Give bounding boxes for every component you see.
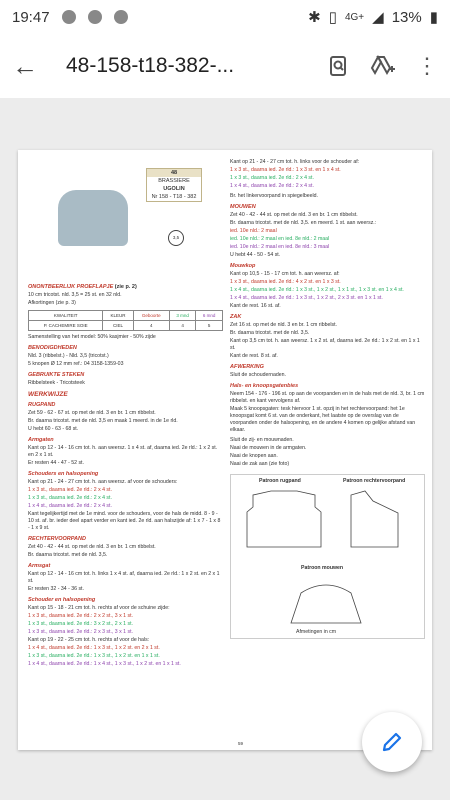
sweater-photo	[58, 190, 128, 246]
needle-size: 3,5	[168, 230, 184, 246]
back-pattern-shape	[239, 487, 329, 557]
composition-text: Samenstelling van het model: 50% kasjmier - 50% zijde	[28, 334, 156, 340]
notification-icon-2	[88, 10, 102, 24]
front-shoulder-title: Schouder en halsopening	[28, 597, 96, 603]
battery-icon: ▮	[429, 9, 438, 26]
fs-line-3: 1 x 3 st., daarna ied. 2e rld.: 2 x 3 st., 3 x 1 st.	[28, 629, 133, 635]
td-size-2: 4	[169, 321, 196, 331]
cap-line-1: 1 x 3 st., daarna ied. 2e rld.: 4 x 2 st. en 1 x 3 st.	[230, 279, 341, 285]
more-vert-icon[interactable]: ⋮	[416, 53, 438, 78]
shoulder-title: Schouders en halsopening	[28, 471, 99, 477]
pocket-text: Zet 16 st. op met de nld. 3 en br. 1 cm ribbelst.	[230, 322, 337, 328]
r-mirror: Br. het linkervoorpand in spiegelbeeld.	[230, 193, 318, 199]
right-column	[230, 158, 425, 639]
back-text-2: Br. daarna tricotst. met de nld. 3,5 en maak 1 meerd. in de 1e rld.	[28, 418, 178, 424]
shoulder-line-1: 1 x 3 st., daarna ied. 2e rld.: 2 x 4 st.	[28, 487, 112, 493]
pattern-info-box	[146, 168, 202, 202]
buttons-text: 5 knopen Ø 12 mm ref.: 04 3158-1359-03	[28, 361, 124, 367]
sleeves-text-2: Br. daarna tricotst. met de nld. 3,5. en meerd. 1 st. aan weersz.:	[230, 220, 377, 226]
pencil-icon	[381, 731, 403, 753]
back-height: U hebt 60 - 63 - 68 st.	[28, 426, 79, 432]
th-size-3: 6 mnd	[196, 311, 223, 321]
page-number: 59	[238, 741, 244, 746]
r-line-3: 1 x 4 st., daarna ied. 2e rld.: 2 x 4 st.	[230, 183, 314, 189]
armgap-rest: Er resten 32 - 34 - 36 st.	[28, 586, 84, 592]
pattern-ref: Nr 158 - T18 - 382	[151, 194, 197, 200]
right-front-text-2: Br. daarna tricotst. met de nld. 3,5.	[28, 552, 108, 558]
th-color: KLEUR	[103, 311, 133, 321]
sizes-line: Afkortingen (zie p. 3)	[28, 300, 76, 306]
fs-line-2: 1 x 3 st., daarna ied. 2e rld.: 3 x 2 st., 2 x 1 st.	[28, 621, 133, 627]
close-text-4: Naai de zak aan (zie foto)	[230, 461, 290, 467]
sl-line-1: ied. 10e nld.: 2 maal	[230, 228, 277, 234]
th-quality: KWALITEIT	[29, 311, 103, 321]
patterns-diagram	[230, 474, 425, 639]
sleeves-title: MOUWEN	[230, 204, 256, 210]
front-shoulder-text: Kant op 15 - 18 - 21 cm tot. h. rechts af voor de schuine zijde:	[28, 605, 170, 611]
r-top: Kant op 21 - 24 - 27 cm tot. h. links voor de schouder af:	[230, 159, 360, 165]
td-size-1: 4	[133, 321, 169, 331]
front-pattern-shape	[343, 487, 423, 557]
armhole-rest: Er resten 44 - 47 - 52 st.	[28, 460, 84, 466]
product-header	[28, 158, 223, 280]
needed-title: BENODIGDHEDEN	[28, 345, 77, 351]
edit-fab[interactable]	[362, 712, 422, 772]
finish-text: Sluit de schoudernaden.	[230, 372, 286, 378]
cap-line-2: 1 x 4 st., daarna ied. 2e rld.: 1 x 3 st., 1 x 2 st., 1 x 1 st., 1 x 3 st. en 1 x 4 st.	[230, 287, 404, 293]
close-text: Sluit de zij- en mouwnaden.	[230, 437, 294, 443]
cap-rest: Kant de rest. 16 st. af.	[230, 303, 281, 309]
pattern-name	[147, 177, 201, 193]
sleeve-pattern-shape	[281, 573, 371, 633]
cap-title: Mouwkop	[230, 263, 256, 269]
stitches-text: Ribbelsteek - Tricotsteek	[28, 380, 85, 386]
vibrate-icon: ▯	[328, 9, 337, 26]
armgap-title: Armsgat	[28, 563, 51, 569]
td-size-3: 5	[196, 321, 223, 331]
battery-level: 13%	[391, 8, 422, 26]
pocket-text-3: Kant op 3,5 cm tot. h. aan weersz. 1 x 2 st. af, daarna ied. 2e rld.: 1 x 2 st. en 1 x 1 st.	[230, 338, 420, 351]
fs2-line-1: 1 x 4 st., daarna ied. 2e rld.: 1 x 3 st., 1 x 2 st. en 2 x 1 st.	[28, 645, 160, 651]
r-line-1: 1 x 3 st., daarna ied. 2e rld.: 1 x 3 st. en 1 x 4 st.	[230, 167, 341, 173]
close-text-2: Naai de mouwen in de armgaten.	[230, 445, 307, 451]
bluetooth-icon: ✱	[308, 9, 321, 26]
status-time: 19:47	[12, 8, 50, 26]
back-arrow-icon[interactable]: ←	[12, 50, 38, 81]
td-quality: P. CACHEMIRE SOIE	[29, 321, 103, 331]
pocket-text-2: Br. daarna tricotst. met de nld. 3,5.	[230, 330, 310, 336]
document-viewer[interactable]	[0, 98, 450, 800]
diagram-front-label: Patroon rechtervoorpand	[343, 478, 406, 484]
th-size-2: 3 mnd	[169, 311, 196, 321]
r-line-2: 1 x 3 st., daarna ied. 2e rld.: 2 x 4 st.	[230, 175, 314, 181]
gauge-title-ref: (zie p. 2)	[114, 284, 137, 290]
notification-icon-3	[114, 10, 128, 24]
pocket-rest: Kant de rest. 8 st. af.	[230, 353, 278, 359]
armhole-text: Kant op 12 - 14 - 16 cm tot. h. aan weersz. 1 x 4 st. af, daarna ied. 2e rld.: 1 x 2 st. en 2 x 1 st.	[28, 445, 218, 458]
cap-text: Kant op 10,5 - 15 - 17 cm tot. h. aan weersz. af:	[230, 271, 340, 277]
add-to-drive-icon[interactable]	[370, 55, 396, 77]
app-bar	[0, 34, 450, 98]
pattern-name-prefix: BRASSIERE	[158, 178, 190, 184]
status-bar	[0, 0, 450, 34]
diagram-sleeve-label: Patroon mouwen	[301, 565, 344, 571]
th-size-1: Geboorte	[133, 311, 169, 321]
td-color: CIEL	[103, 321, 133, 331]
notification-icon	[62, 10, 76, 24]
pocket-title: ZAK	[230, 314, 242, 320]
neck-text: Kant tegelijkertijd met de 1e mind. voor de schouders, voor de hals de midd. 8 - 9 - 10 st. af. br. ieder deel apart verder en kant ied. 2e rld. aan halszijde af: 1 x 7 - 1 x 8 - 1 x 9 st.	[28, 511, 221, 531]
shoulder-line-3: 1 x 4 st., daarna ied. 2e rld.: 2 x 4 st.	[28, 503, 112, 509]
sleeves-have: U hebt 44 - 50 - 54 st.	[230, 252, 281, 258]
fs-line-1: 1 x 3 st., daarna ied. 2e rld.: 2 x 2 st., 3 x 1 st.	[28, 613, 133, 619]
fs-text-2: Kant op 19 - 22 - 25 cm tot. h. rechts af voor de hals:	[28, 637, 150, 643]
sleeves-text: Zet 40 - 42 - 44 st. op met de nld. 3 en br. 1 cm ribbelst.	[230, 212, 358, 218]
band-text: Neem 154 - 176 - 196 st. op aan de voorpanden en in de hals met de nld. 3, br. 1 cm ribbelst. en kant vervolgens af.	[230, 391, 425, 404]
pattern-name-bold: UGOLIN	[163, 186, 185, 192]
stitches-title: GEBRUIKTE STEKEN	[28, 372, 85, 378]
shoulder-line-2: 1 x 3 st., daarna ied. 2e rld.: 2 x 4 st.	[28, 495, 112, 501]
cap-line-3: 1 x 4 st., daarna ied. 2e rld.: 1 x 3 st., 1 x 2 st., 2 x 3 st. en 1 x 1 st.	[230, 295, 383, 301]
finish-title: AFWERKING	[230, 364, 264, 370]
right-front-title: RECHTERVOORPAND	[28, 536, 86, 542]
sl-line-3: ied. 10e nld.: 2 maal en ied. 8e nld.: 3 maal	[230, 244, 330, 250]
gauge-title-text: ONONTBEERLIJK PROEFLAPJE	[28, 284, 114, 290]
work-title: WERKWIJZE	[28, 391, 68, 398]
quality-table	[28, 310, 223, 331]
band-title: Hals- en knoopsgatenbies	[230, 383, 299, 389]
fs2-line-2: 1 x 3 st., daarna ied. 2e rld.: 1 x 3 st., 1 x 2 st. en 1 x 1 st.	[28, 653, 160, 659]
document-page	[18, 150, 432, 750]
armgap-text: Kant op 12 - 14 - 16 cm tot. h. links 1 x 4 st. af, daarna ied. 2e rld.: 1 x 2 st. en 2 x 1 st.	[28, 571, 220, 584]
diagram-back-label: Patroon rugpand	[259, 478, 301, 484]
needed-text: Nld. 3 (ribbelst.) - Nld. 3,5 (tricotst.)	[28, 353, 109, 359]
document-title: 48-158-t18-382-...	[66, 54, 235, 77]
band-text-2: Maak 5 knoopsgaten: tesk hiervoor 1 st. opzij in het rechtervoorpand: het 1e knoopsgat komt 6 st. van de onderkant, het laatste op de overslag van de voorpanden onder de halsopening, en de andere 4 komen op gelijke afstand van elkaar.	[230, 406, 416, 433]
signal-icon: ◢	[372, 9, 384, 26]
close-text-3: Naai de knopen aan.	[230, 453, 278, 459]
gauge-line: 10 cm tricotst. nld. 3,5 = 25 st. en 32 nld.	[28, 292, 122, 298]
network-type: 4G+	[344, 11, 365, 23]
shoulder-text: Kant op 21 - 24 - 27 cm tot. h. aan weersz. af voor de schouders:	[28, 479, 178, 485]
sl-line-2: ied. 10e nld.: 2 maal en ied. 8e nld.: 2 maal	[230, 236, 330, 242]
pattern-number: 48	[147, 169, 201, 177]
document-search-icon[interactable]	[328, 55, 350, 77]
gauge-title	[28, 284, 223, 291]
right-front-text: Zet 40 - 42 - 44 st. op met de nld. 3 en br. 1 cm ribbelst.	[28, 544, 156, 550]
back-title: RUGPAND	[28, 402, 56, 408]
left-column	[28, 158, 223, 668]
diagram-unit: Afmetingen in cm	[296, 629, 337, 635]
armhole-title: Armgaten	[28, 437, 54, 443]
fs2-line-3: 1 x 4 st., daarna ied. 2e rld.: 1 x 4 st., 1 x 3 st., 1 x 2 st. en 1 x 1 st.	[28, 661, 181, 667]
back-text: Zet 59 - 62 - 67 st. op met de nld. 3 en br. 1 cm ribbelst.	[28, 410, 156, 416]
